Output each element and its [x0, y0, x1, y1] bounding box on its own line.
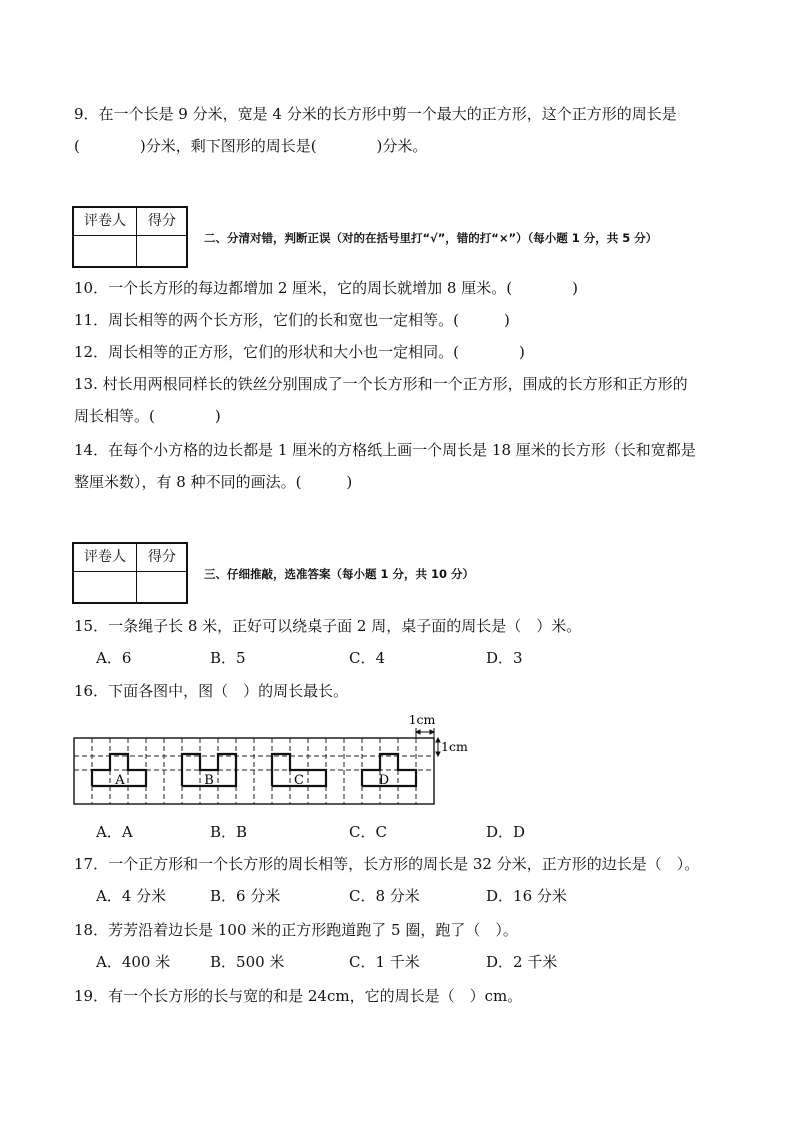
q16-stem: 16．下面各图中，图（ ）的周长最长。	[74, 682, 349, 700]
q15-option-b[interactable]: B．5	[210, 649, 246, 667]
q15-option-d[interactable]: D．3	[486, 649, 523, 667]
shape-label-a: A	[115, 773, 125, 788]
score-header: 得分	[148, 549, 176, 565]
shape-label-b: B	[204, 773, 214, 788]
q17-option-b[interactable]: B．6 分米	[210, 887, 281, 905]
score-box-section2	[72, 206, 188, 268]
q16-option-c[interactable]: C．C	[349, 823, 387, 841]
q13-line2: 周长相等。( )	[74, 407, 221, 425]
q16-grid-figure	[72, 708, 472, 812]
q18-option-d[interactable]: D．2 千米	[486, 953, 558, 971]
section2-title: 二、分清对错，判断正误（对的在括号里打“√”，错的打“×”）（每小题 1 分，共 5 分）	[204, 231, 658, 245]
q16-option-b[interactable]: B．B	[210, 823, 248, 841]
unit-marker-vertical	[436, 738, 440, 756]
shape-label-c: C	[294, 773, 304, 788]
unit-marker-horizontal	[416, 728, 434, 738]
shape-label-d: D	[378, 773, 390, 788]
q17-option-d[interactable]: D．16 分米	[486, 887, 567, 905]
q17-option-c[interactable]: C．8 分米	[349, 887, 420, 905]
unit-label-horizontal: 1cm	[408, 712, 436, 727]
q18-option-c[interactable]: C．1 千米	[349, 953, 420, 971]
score-box-divider	[136, 544, 137, 602]
q10: 10．一个长方形的每边都增加 2 厘米，它的周长就增加 8 厘米。( )	[74, 279, 578, 297]
q11: 11．周长相等的两个长方形，它们的长和宽也一定相等。( )	[74, 311, 510, 329]
q9-line2: ( )分米，剩下图形的周长是( )分米。	[74, 137, 428, 155]
q18-stem: 18．芳芳沿着边长是 100 米的正方形跑道跑了 5 圈，跑了（ ）。	[74, 921, 518, 939]
section3-title: 三、仔细推敲，选准答案（每小题 1 分，共 10 分）	[204, 567, 475, 581]
q14-line2: 整厘米数），有 8 种不同的画法。( )	[74, 473, 353, 491]
score-header: 得分	[148, 213, 176, 229]
q14-line1: 14．在每个小方格的边长都是 1 厘米的方格纸上画一个周长是 18 厘米的长方形（长和宽都是	[74, 441, 696, 459]
score-box-section3	[72, 542, 188, 604]
score-box-divider	[74, 235, 186, 236]
grader-header: 评卷人	[84, 213, 126, 229]
q16-option-a[interactable]: A．A	[96, 823, 133, 841]
unit-label-vertical: 1cm	[441, 739, 468, 754]
q17-stem: 17．一个正方形和一个长方形的周长相等，长方形的周长是 32 分米，正方形的边长是（ ）。	[74, 855, 700, 873]
q9-line1: 9．在一个长是 9 分米，宽是 4 分米的长方形中剪一个最大的正方形，这个正方形的周长是	[74, 105, 677, 123]
q15-option-a[interactable]: A．6	[96, 649, 132, 667]
q17-option-a[interactable]: A．4 分米	[96, 887, 167, 905]
q18-option-a[interactable]: A．400 米	[96, 953, 171, 971]
q15-stem: 15．一条绳子长 8 米，正好可以绕桌子面 2 周，桌子面的周长是（ ）米。	[74, 617, 582, 635]
grader-header: 评卷人	[84, 549, 126, 565]
q19-stem: 19．有一个长方形的长与宽的和是 24cm，它的周长是（ ）cm。	[74, 987, 523, 1005]
score-box-divider	[74, 571, 186, 572]
q13-line1: 13. 村长用两根同样长的铁丝分别围成了一个长方形和一个正方形，围成的长方形和正方形的	[74, 375, 688, 393]
score-box-divider	[136, 208, 137, 266]
q12: 12．周长相等的正方形，它们的形状和大小也一定相同。( )	[74, 343, 525, 361]
q18-option-b[interactable]: B．500 米	[210, 953, 285, 971]
q16-option-d[interactable]: D．D	[486, 823, 526, 841]
q15-option-c[interactable]: C．4	[349, 649, 386, 667]
